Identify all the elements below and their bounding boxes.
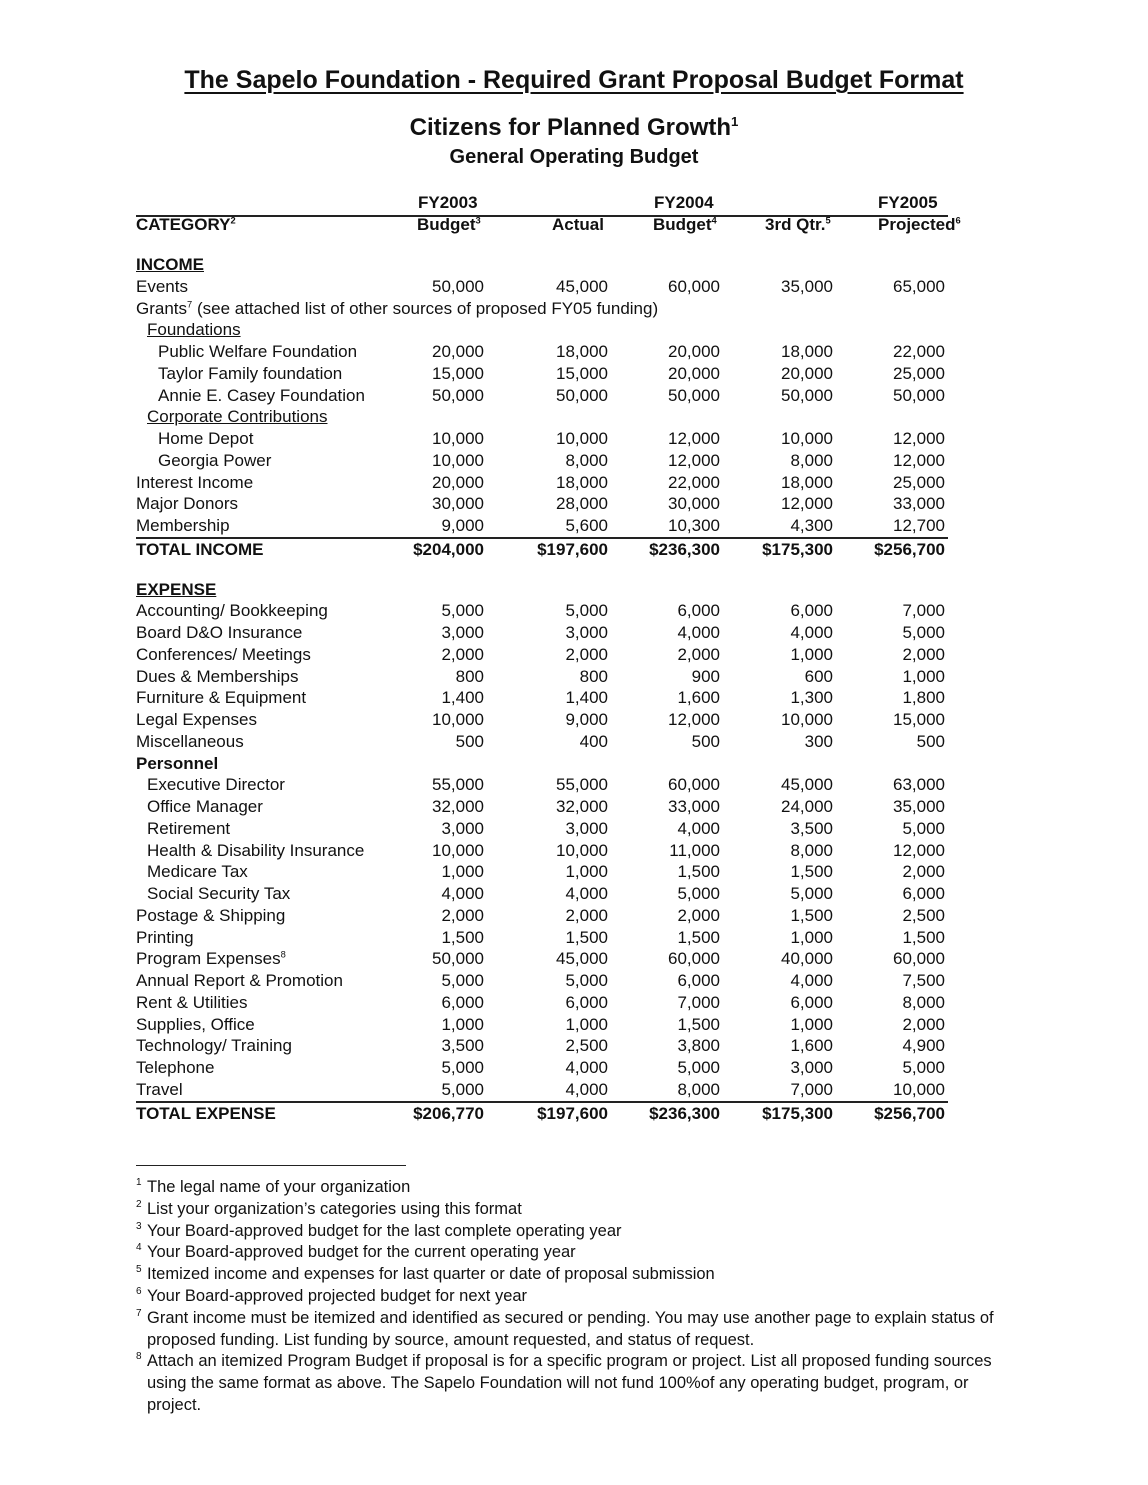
table-row: Major Donors 30,000 28,000 30,000 12,000 33,000 — [136, 494, 945, 514]
table-row: Printing 1,500 1,500 1,500 1,000 1,500 — [136, 927, 945, 947]
column-fy2003-actual: Actual — [552, 215, 604, 234]
table-row: Georgia Power 10,000 8,000 12,000 8,000 12,000 — [158, 450, 945, 470]
income-heading: INCOME — [136, 255, 204, 274]
footnote-3: 3 Your Board-approved budget for the last complete operating year — [136, 1220, 622, 1240]
category-header: CATEGORY$^2$ — [136, 215, 236, 234]
organization-name: Citizens for Planned Growth$^1$ — [409, 114, 739, 141]
table-row: Interest Income 20,000 18,000 22,000 18,000 25,000 — [136, 472, 945, 492]
table-row: Home Depot 10,000 10,000 12,000 10,000 12,000 — [158, 429, 945, 448]
table-row: Executive Director 55,000 55,000 60,000 45,000 63,000 — [147, 775, 945, 795]
column-fy2005-projected: Projected$^6$ — [878, 215, 961, 234]
footnote-8: 8 Attach an itemized Program Budget if proposal is for a specific program or project. List all proposed funding sources using the same format as above. The Sapelo Foundation will not fund 100%of any operating budget, program, or project. — [136, 1351, 992, 1414]
table-row: Legal Expenses 10,000 9,000 12,000 10,000 15,000 — [136, 710, 945, 729]
footnote-1: 1 The legal name of your organization — [136, 1177, 411, 1196]
footnote-5: 5 Itemized income and expenses for last quarter or date of proposal submission — [136, 1264, 715, 1284]
corporate-subheading: Corporate Contributions — [147, 407, 328, 427]
table-row: Program Expenses$^8$ 50,000 45,000 60,000 40,000 60,000 — [136, 949, 945, 969]
fy2005-label: FY2005 — [878, 193, 938, 212]
table-row: Board D&O Insurance 3,000 3,000 4,000 4,000 5,000 — [136, 623, 945, 642]
footnote-ref: 1 — [731, 114, 739, 129]
table-row: Travel 5,000 4,000 8,000 7,000 10,000 — [136, 1079, 948, 1103]
column-fy2004-3rd-qtr: 3rd Qtr.$^5$ — [765, 215, 831, 234]
table-row: Social Security Tax 4,000 4,000 5,000 5,000 6,000 — [147, 884, 945, 903]
fiscal-year-header — [136, 193, 948, 217]
personnel-subheading: Personnel — [136, 753, 219, 773]
table-row: Office Manager 32,000 32,000 33,000 24,000 35,000 — [147, 797, 945, 816]
table-row: Taylor Family foundation 15,000 15,000 20,000 20,000 25,000 — [158, 363, 945, 383]
table-row: Telephone 5,000 4,000 5,000 3,000 5,000 — [136, 1058, 945, 1077]
budget-subtitle: General Operating Budget — [449, 146, 699, 168]
column-header — [136, 215, 961, 239]
table-row: Accounting/ Bookkeeping 5,000 5,000 6,000 6,000 7,000 — [136, 601, 945, 621]
table-row: Annual Report & Promotion 5,000 5,000 6,000 4,000 7,500 — [136, 971, 945, 990]
column-fy2004-budget: Budget$^4$ — [653, 215, 717, 234]
document-title: The Sapelo Foundation - Required Grant Proposal Budget Format — [184, 66, 964, 94]
table-row: Annie E. Casey Foundation 50,000 50,000 50,000 50,000 50,000 — [158, 385, 945, 405]
grants-row: Grants$^7$ (see attached list of other sources of proposed FY05 funding) — [136, 298, 659, 318]
column-fy2003-budget: Budget$^3$ — [417, 215, 481, 234]
footnote-2: 2 List your organization’s categories using this format — [136, 1198, 522, 1218]
footnote-4: 4 Your Board-approved budget for the current operating year — [136, 1242, 576, 1262]
table-row: Rent & Utilities 6,000 6,000 7,000 6,000 8,000 — [136, 992, 945, 1012]
footnotes — [136, 1177, 1016, 1417]
table-row: Retirement 3,000 3,000 4,000 3,500 5,000 — [147, 818, 945, 838]
table-row: Health & Disability Insurance 10,000 10,000 11,000 8,000 12,000 — [147, 840, 945, 860]
fy2004-label: FY2004 — [654, 193, 714, 212]
footnote-6: 6 Your Board-approved projected budget for next year — [136, 1285, 528, 1305]
table-row: Events 50,000 45,000 60,000 35,000 65,000 — [136, 276, 945, 296]
table-row: Miscellaneous 500 400 500 300 500 — [136, 731, 945, 751]
table-row: Medicare Tax 1,000 1,000 1,500 1,500 2,000 — [147, 862, 945, 882]
section-gap — [136, 561, 948, 579]
table-row: Postage & Shipping 2,000 2,000 2,000 1,500 2,500 — [136, 905, 945, 925]
table-row: Supplies, Office 1,000 1,000 1,500 1,000 2,000 — [136, 1014, 945, 1034]
table-row: Conferences/ Meetings 2,000 2,000 2,000 1,000 2,000 — [136, 644, 945, 664]
table-row: Dues & Memberships 800 800 900 600 1,000 — [136, 666, 945, 686]
budget-table — [136, 254, 948, 1124]
table-row: Membership 9,000 5,600 10,300 4,300 12,700 — [136, 515, 948, 539]
total-expense-row: TOTAL EXPENSE $206,770 $197,600 $236,300 $175,300 $256,700 — [136, 1103, 945, 1123]
table-row: Public Welfare Foundation 20,000 18,000 20,000 18,000 22,000 — [158, 342, 945, 361]
fy2003-label: FY2003 — [418, 193, 478, 212]
total-income-row: TOTAL INCOME $204,000 $197,600 $236,300 $175,300 $256,700 — [136, 539, 945, 559]
table-row: Technology/ Training 3,500 2,500 3,800 1,600 4,900 — [136, 1036, 945, 1056]
expense-heading: EXPENSE — [136, 579, 217, 599]
footnote-7: 7 Grant income must be itemized and identified as secured or pending. You may use another page to explain status of proposed funding. List funding by source, amount requested, and status of request. — [136, 1307, 994, 1349]
foundations-subheading: Foundations — [147, 320, 241, 340]
table-row: Furniture & Equipment 1,400 1,400 1,600 1,300 1,800 — [136, 688, 945, 708]
footnote-divider — [136, 1165, 406, 1166]
